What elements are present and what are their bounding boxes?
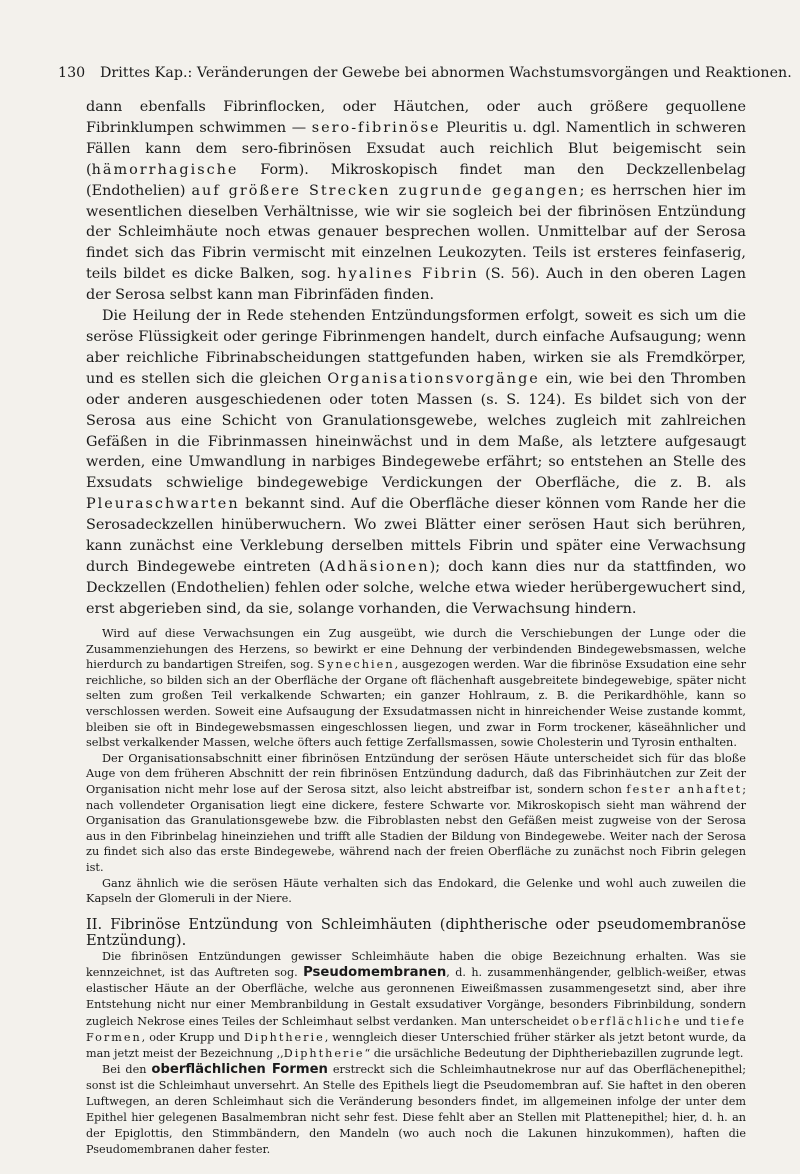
text-run: ); doch kann dies nur da stattfinden, wo Deckzellen (Endothelien) fehlen oder solche, welche etwa wieder herübergewuchert sind, erst abgerieben sind, da sie, solange vorhanden, die Verwachsung hindern.: [86, 558, 746, 617]
text-run: Die Heilung der in Rede stehenden Entzündungsformen erfolgt, soweit es sich um die seröse Flüssigkeit oder geringe Fibrinmengen handelt, durch einfache Aufsaugung; wenn aber reichliche Fibrinabscheidungen stattgefunden haben, wirken sie als Fremdkörper, und es stellen sich die gleichen: [86, 308, 746, 387]
text-run: Bei den: [102, 1062, 152, 1076]
paragraph-pseudomembranen: [86, 949, 746, 1062]
text-run: , ausgezogen werden. War die fibrinöse Exsudation eine sehr reichliche, so bilden sich an der Oberfläche der Organe oft flächenhaft ausgebreitete bindegewebige, später nicht selten zum großen Teil verkalkende Schwarten; ein ganzer Hohlraum, z. B. die Perikardhöhle, kann so verschlossen werden. Soweit eine Aufsaugung der Exsudatmassen nicht in hinreichender Weise zustande kommt, bleiben sie oft in Bindegewebsmassen eingeschlossen liegen, und zwar in Form trockener, käseähnlicher und selbst verkalkender Massen, welche öfters auch fettige Zerfallsmassen, sowie Cholesterin und Tyrosin enthalten.: [86, 658, 747, 750]
text-run: “ die ursächliche Bedeutung der Diphtheriebazillen zugrunde legt.: [364, 1046, 744, 1060]
small-print-block: [86, 626, 746, 907]
text-run: ein, wie bei den Thromben oder anderen ausgeschiedenen oder toten Massen (s. S. 124). Es bildet sich von der Serosa aus eine Schicht von Granulationsgewebe, welches zugleich mit zahlreichen Gefäßen in die Fibrinmassen hineinwächst und in dem Maße, als letztere aufgesaugt werden, eine Umwandlung in narbiges Bindegewebe erfährt; so entstehen an Stelle des Exsudats schwielige bindegewebige Verdickungen der Oberfläche, die z. B. als: [86, 370, 746, 492]
term-pleuraschwarten: Pleuraschwarten: [86, 496, 240, 513]
text-run: ; es herrschen hier im wesentlichen dieselben Verhältnisse, wie wir sie sogleich bei der fibrinösen Entzündung der Schleimhäute noch etwas genauer besprechen wollen. Unmittelbar auf der Serosa findet sich das Fibrin vermischt mit einzelnen Leukozyten. Teils ist ersteres feinfaserig, teils bildet es dicke Balken, sog.: [86, 182, 747, 283]
term-sero-fibrinoese: sero-fibrinöse: [311, 119, 441, 136]
text-run: , oder Krupp und: [141, 1030, 244, 1044]
text-run: Ganz ähnlich wie die serösen Häute verhalten sich das Endokard, die Gelenke und wohl auch zuweilen die Kapseln der Glomeruli in der Niere.: [86, 876, 746, 906]
term-haemorrhagische: hämorrhagische: [91, 161, 239, 178]
term-diphtherie: Diphtherie: [243, 1030, 325, 1044]
text-run: Form). Mikroskopisch findet man den Deckzellenbelag (Endothelien): [86, 161, 746, 199]
text-run: und: [681, 1014, 711, 1028]
text-run: (S. 56). Auch in den oberen Lagen der Serosa selbst kann man Fibrinfäden finden.: [86, 266, 746, 304]
text-run: bekannt sind. Auf die Oberfläche dieser können vom Rande her die Serosadeckzellen hinüberwuchern. Wo zwei Blätter einer serösen Haut sich berühren, kann zunächst eine Verklebung derselben mittels Fibrin und später eine Verwachsung durch Bindegewebe eintreten (: [86, 496, 746, 575]
text-run: Pleuritis u. dgl. Namentlich in schweren Fällen kann dem sero-fibrinösen Exsudat auch reichlich Blut beigemischt sein (: [86, 119, 746, 178]
term-tiefe-formen: tiefe Formen: [86, 1014, 746, 1044]
paragraph-oberflaechliche-formen: [86, 1062, 746, 1159]
term-diphtherie-quoted: Diphtherie: [283, 1046, 365, 1060]
term-adhaesionen: Adhäsionen: [324, 558, 430, 575]
term-synechien: Synechien: [317, 658, 395, 672]
running-header: [58, 64, 792, 82]
text-run: Der Organisationsabschnitt einer fibrinösen Entzündung der serösen Häute unterscheidet sich für das bloße Auge von dem früheren Abschnitt der rein fibrinösen Entzündung dadurch, daß das Fibrinhäutchen zur Zeit der Organisation nicht mehr lose auf der Serosa sitzt, also leicht abstreifbar ist, sondern schon: [86, 751, 746, 796]
text-run: ; nach vollendeter Organisation liegt eine dickere, festere Schwarte vor. Mikroskopisch sieht man während der Organisation das Granulationsgewebe bzw. die Fibroblasten nebst den Gefäßen meist zugweise von der Serosa aus in den Fibrinbelag hineinziehen und trifft alle Stadien der Bildung von Bindegewebe. Weiter nach der Serosa zu findet sich also das erste Bindegewebe, während nach der freien Oberfläche zu zunächst noch Fibrin gelegen ist.: [86, 782, 746, 874]
main-text: [86, 97, 746, 620]
term-oberflaechliche: oberflächliche: [572, 1014, 682, 1028]
page-number: 130: [58, 65, 86, 81]
text-run: erstreckt sich die Schleimhautnekrose nur auf das Oberflächenepithel; sonst ist die Schleimhaut unversehrt. An Stelle des Epithels liegt die Pseudomembran auf. Sie haftet in den oberen Luftwegen, an deren Schleimhaut sich die Veränderung besonders findet, im allgemeinen infolge der unter dem Epithel hier gelegenen Basalmembran nicht sehr fest. Diese fehlt aber an Stellen mit Plattenepithel; hier, d. h. an der Epiglottis, den Stimmbändern, den Mandeln (wo auch noch die Lakunen hinzukommen), haften die Pseudomembranen daher fester.: [86, 1062, 746, 1157]
text-run: , d. h. zusammenhängender, gelblich-weißer, etwas elastischer Häute an der Oberfläche, welche aus geronnenen Eiweißmassen zusammengesetzt sind, aber ihre Entstehung nicht nur einer Membranbildung in Gestalt exsudativer Vorgänge, besonders Fibrinbildung, sondern zugleich Nekrose eines Teiles der Schleimhaut selbst verdanken. Man unterscheidet: [86, 966, 746, 1028]
text-run: Wird auf diese Verwachsungen ein Zug ausgeübt, wie durch die Verschiebungen der Lunge oder die Zusammenziehungen des Herzens, so bewirkt er eine Dehnung der verbindenden Bindegewebsmassen, welche hierdurch zu bandartigen Streifen, sog.: [86, 627, 746, 672]
text-run: , wenngleich dieser Unterschied früher stärker als jetzt betont wurde, da man jetzt meist der Bezeichnung ,,: [86, 1030, 746, 1060]
small-paragraph-organisation: [86, 751, 746, 876]
emphasis-strecken: auf größere Strecken zugrunde gegangen: [191, 182, 580, 199]
main-text-continued: [86, 917, 746, 1158]
small-paragraph-synechien: [86, 626, 746, 751]
text-run: dann ebenfalls Fibrinflocken, oder Häutchen, oder auch größere gequollene Fibrinklumpen schwimmen —: [86, 99, 746, 136]
paragraph-heilung: [86, 306, 746, 620]
section-heading: II. Fibrinöse Entzündung von Schleimhäuten (diphtherische oder pseudomembranöse Entzündung).: [86, 916, 746, 950]
term-pseudomembranen: Pseudomembranen: [303, 965, 447, 981]
text-run: Die fibrinösen Entzündungen gewisser Schleimhäute haben die obige Bezeichnung erhalten. Was sie kennzeichnet, ist das Auftreten sog.: [86, 950, 746, 980]
emphasis-fester-anhaftet: fester anhaftet: [626, 782, 743, 796]
small-paragraph-endokard: [86, 876, 746, 907]
term-organisationsvorgaenge: Organisationsvorgänge: [327, 370, 540, 387]
paragraph-serofibrinous: [86, 97, 746, 306]
term-hyalines-fibrin: hyalines Fibrin: [337, 266, 479, 283]
running-title: Drittes Kap.: Veränderungen der Gewebe bei abnormen Wachstumsvorgängen und Reaktionen.: [100, 65, 792, 81]
term-oberflaechliche-formen: oberflächlichen Formen: [151, 1061, 328, 1077]
